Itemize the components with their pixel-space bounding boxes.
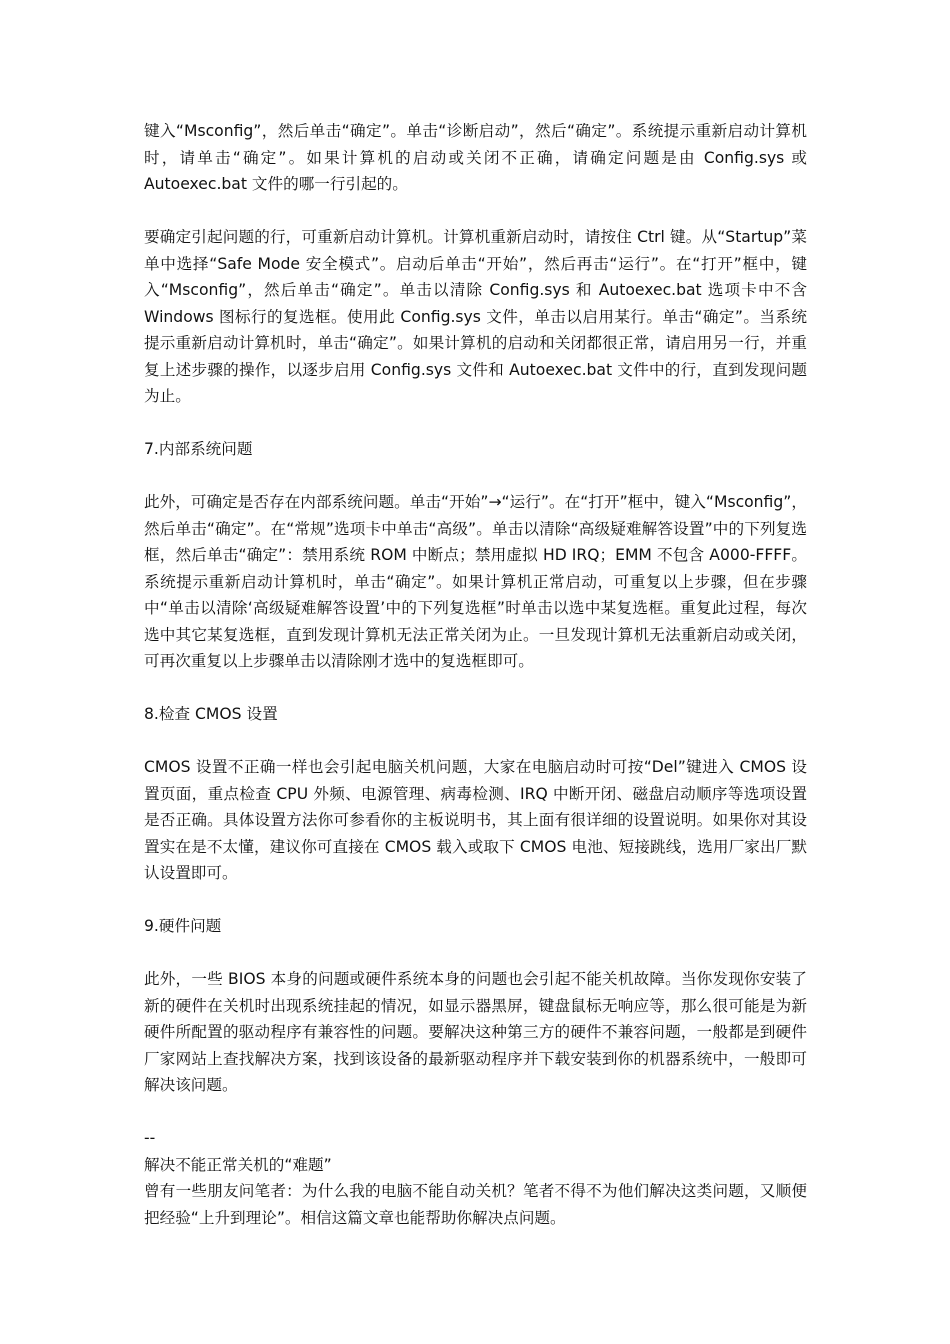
paragraph-msconfig-diagnostic: 键入“Msconfig”，然后单击“确定”。单击“诊断启动”，然后“确定”。系统提示重新启动计算机时，请单击“确定”。如果计算机的启动或关闭不正确，请确定问题是由 Config.sys 或 Autoexec.bat 文件的哪一行引起的。 bbox=[144, 122, 807, 193]
paragraph-internal-system: 此外，可确定是否存在内部系统问题。单击“开始”→“运行”。在“打开”框中，键入“Msconfig”，然后单击“确定”。在“常规”选项卡中单击“高级”。单击以清除“高级疑难解答设置”中的下列复选框，然后单击“确定”：禁用系统 ROM 中断点；禁用虚拟 HD IRQ；EMM 不包含 A000-FFFF。系统提示重新启动计算机时，单击“确定”。如果计算机正常启动，可重复以上步骤，但在步骤中“单击以清除‘高级疑难解答设置’中的下列复选框”时单击以选中某复选框。重复此过程，每次选中其它某复选框，直到发现计算机无法正常关闭为止。一旦发现计算机无法重新启动或关闭，可再次重复以上步骤单击以清除刚才选中的复选框即可。 bbox=[144, 493, 807, 670]
article-subtitle: 解决不能正常关机的“难题” bbox=[144, 1155, 332, 1174]
section-heading-hardware: 9.硬件问题 bbox=[144, 917, 222, 935]
section-heading-cmos: 8.检查 CMOS 设置 bbox=[144, 705, 278, 723]
paragraph-find-problem-line: 要确定引起问题的行，可重新启动计算机。计算机重新启动时，请按住 Ctrl 键。从“Startup”菜单中选择“Safe Mode 安全模式”。启动后单击“开始”，然后再击“运行”。在“打开”框中，键入“Msconfig”，然后单击“确定”。单击以清除 Config.sys 和 Autoexec.bat 选项卡中不含 Windows 图标行的复选框。使用此 Config.sys 文件，单击以启用某行。单击“确定”。当系统提示重新启动计算机时，单击“确定”。如果计算机的启动和关闭都很正常，请启用另一行，并重复上述步骤的操作，以逐步启用 Config.sys 文件和 Autoexec.bat 文件中的行，直到发现问题为止。 bbox=[144, 228, 807, 405]
document-body bbox=[144, 118, 807, 1231]
section-heading-internal-system: 7.内部系统问题 bbox=[144, 440, 253, 458]
paragraph-cmos: CMOS 设置不正确一样也会引起电脑关机问题，大家在电脑启动时可按“Del”键进入 CMOS 设置页面，重点检查 CPU 外频、电源管理、病毒检测、IRQ 中断开闭、磁盘启动顺序等选项设置是否正确。具体设置方法你可参看你的主板说明书，其上面有很详细的设置说明。如果你对其设置实在是不太懂，建议你可直接在 CMOS 载入或取下 CMOS 电池、短接跳线，选用厂家出厂默认设置即可。 bbox=[144, 758, 807, 882]
article-intro: 曾有一些朋友问笔者：为什么我的电脑不能自动关机？笔者不得不为他们解决这类问题，又顺便把经验“上升到理论”。相信这篇文章也能帮助你解决点问题。 bbox=[144, 1182, 807, 1227]
separator: -- bbox=[144, 1129, 156, 1147]
paragraph-hardware: 此外，一些 BIOS 本身的问题或硬件系统本身的问题也会引起不能关机故障。当你发现你安装了新的硬件在关机时出现系统挂起的情况，如显示器黑屏，键盘鼠标无响应等，那么很可能是为新硬件所配置的驱动程序有兼容性的问题。要解决这种第三方的硬件不兼容问题，一般都是到硬件厂家网站上查找解决方案，找到该设备的最新驱动程序并下载安装到你的机器系统中，一般即可解决该问题。 bbox=[144, 970, 807, 1094]
